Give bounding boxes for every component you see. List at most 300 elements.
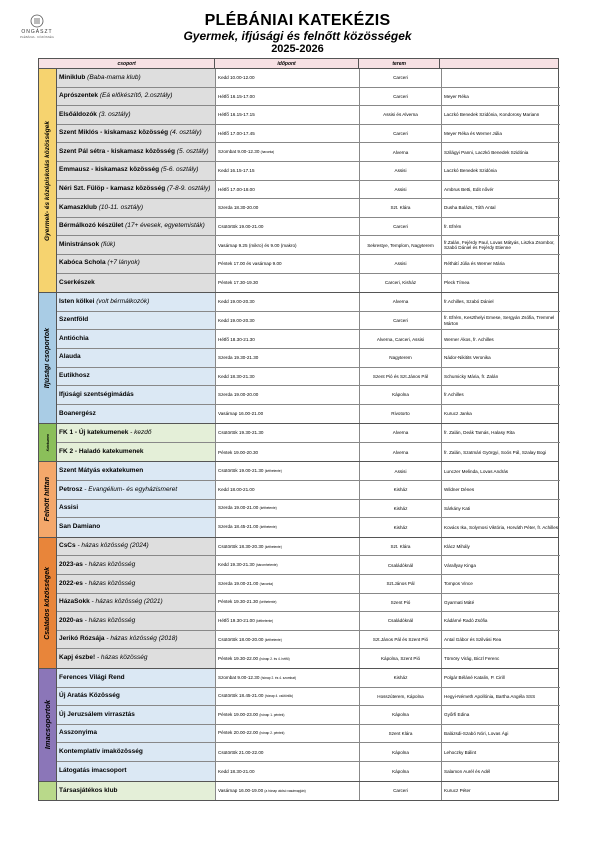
group-name: Isten kölkei — [59, 297, 95, 305]
table-row — [57, 762, 560, 781]
table-row — [57, 462, 560, 481]
group-name-cell — [57, 612, 216, 630]
table-row — [57, 330, 560, 349]
group-name: Kontemplatív imaközösség — [59, 747, 143, 755]
group-section — [38, 669, 559, 782]
time-text: Szerda 18.30-20.00 — [218, 205, 259, 211]
group-name-cell — [57, 88, 216, 106]
time-text: Szerda 18.45-21.00 — [218, 524, 259, 530]
leader-cell: fr. Efrém, Keszthelyi Emese, Sergyán Zsófia, Tremmel Márton — [444, 315, 555, 326]
leader-cell: Kádárné Radó Zsófia — [444, 618, 488, 624]
time-text: Csütörtök 18.30-20.30 — [218, 543, 264, 549]
room-cell: Assisi — [360, 255, 442, 273]
group-label — [39, 782, 57, 801]
logo-subtext: PLÉBÁNIA · KÖZÖSSÉG — [19, 35, 54, 39]
time-note: (kéthetente) — [259, 525, 277, 530]
room-cell: Családóknál — [360, 556, 442, 574]
time-text: Péntek 19.00-23.00 — [218, 711, 259, 717]
room-cell: Assisi — [360, 462, 442, 480]
table-header — [38, 58, 559, 69]
group-label — [39, 293, 57, 423]
table-row — [57, 218, 560, 237]
group-note: (volt bérmálkozók) — [96, 297, 150, 305]
leader-cell: Lehoczky Bálint — [444, 749, 477, 755]
leader-cell: Gyarmati Máté — [444, 599, 475, 605]
group-name-cell — [57, 368, 216, 386]
room-cell: Sekrestye, Templom, Nagyterem — [360, 236, 442, 254]
leader-cell: Schumicky Mária, fr. Zalán — [444, 373, 499, 379]
table-row — [57, 312, 560, 331]
room-cell: Carceri, Kisház — [360, 274, 442, 293]
leader-cell: Klácz Mihály — [444, 544, 470, 550]
group-name-cell — [57, 293, 216, 311]
room-cell: Szt. Klára — [360, 199, 442, 217]
time-text: Kedd 19.00-20.30 — [218, 317, 255, 323]
leader-cell: fr. Zalán, Szatmári Györgyi, Soós Pál, Szalay Bogi — [444, 449, 547, 455]
time-cell — [216, 181, 360, 199]
time-text: Péntek 19.00-20.30 — [218, 449, 259, 455]
leader-cell: Hegyi-Németh Apollónia, Bartha Angéla SSS — [444, 693, 536, 699]
group-name: Ifjúsági szentségimádás — [59, 390, 134, 398]
group-name: Cserkészek — [59, 278, 95, 286]
time-note: (kéthetente) — [259, 600, 277, 605]
time-text: Hétfő 17.00-18.00 — [218, 186, 255, 192]
room-cell: Szent Klára — [360, 725, 442, 743]
leader-cell: Kurucz Péter — [444, 788, 471, 794]
time-cell — [216, 405, 360, 424]
time-text: Szerda 19.30-21.30 — [218, 355, 259, 361]
leader-cell: Antal Gábor és Szilvási Rea — [444, 637, 502, 642]
group-name: Jerikó Rózsája — [59, 635, 105, 643]
group-note: - Evangélium- és egyházismeret — [84, 485, 178, 493]
time-cell — [216, 218, 360, 236]
table-row — [57, 199, 560, 218]
group-name-cell — [57, 424, 216, 442]
group-name: 2022-es — [59, 579, 83, 587]
group-section — [38, 69, 559, 293]
table-row — [57, 612, 560, 631]
room-cell: Kápolna — [360, 706, 442, 724]
group-note: (17+ évesek, egyetemisták) — [125, 222, 205, 230]
group-name: Assisi — [59, 504, 79, 512]
room-cell: Szent Pió — [360, 594, 442, 612]
schedule-table — [38, 58, 559, 801]
group-name-cell — [57, 312, 216, 330]
time-text: Hétfő 18.30-21.30 — [218, 336, 255, 342]
time-text: Péntek 17.00 és vasárnap 9.00 — [218, 261, 282, 267]
group-name: Ferences Világi Rend — [59, 673, 125, 681]
group-section — [38, 462, 559, 537]
time-note: (hónap 2. péntek) — [259, 731, 285, 736]
time-text: Csütörtök 18.00-20.00 — [218, 636, 264, 642]
group-name: Antióchia — [59, 334, 89, 342]
table-row — [57, 88, 560, 107]
group-name-cell — [57, 125, 216, 143]
leader-cell: fr. Efrém — [444, 223, 462, 229]
time-text: Csütörtök 18.45-21.00 — [218, 693, 264, 699]
group-name: 2020-as — [59, 616, 83, 624]
time-text: Kedd 19.30-21.30 — [218, 562, 255, 568]
table-row — [57, 556, 560, 575]
table-row — [57, 293, 560, 312]
time-note: (háromhetente) — [255, 563, 278, 568]
time-text: Vasárnap 16.00-19.00 — [218, 787, 264, 793]
room-cell: Carceri — [360, 69, 442, 87]
time-cell — [216, 594, 360, 612]
group-name-cell — [57, 725, 216, 743]
group-note: - házas közösség (2024) — [77, 542, 149, 550]
group-section — [38, 538, 559, 669]
room-cell: Carceri — [360, 312, 442, 330]
group-name: Elsőáldozók — [59, 110, 97, 118]
room-cell: Kisház — [360, 481, 442, 499]
page-title: PLÉBÁNIAI KATEKÉZIS — [204, 12, 391, 29]
time-cell — [216, 255, 360, 273]
time-text: Szerda 19.00-20.00 — [218, 392, 259, 398]
school-year: 2025-2026 — [271, 43, 324, 55]
room-cell: Carceri — [360, 782, 442, 801]
group-name-cell — [57, 481, 216, 499]
room-cell: Szt.János Pál és Szent Pió — [360, 631, 442, 649]
group-label — [39, 424, 57, 461]
group-label — [39, 462, 57, 536]
time-cell — [216, 106, 360, 124]
page-subtitle: Gyermek, ifjúsági és felnőtt közösségek — [183, 29, 412, 43]
time-cell — [216, 69, 360, 87]
time-text: Szerda 19.00-21.00 — [218, 580, 259, 586]
group-name-cell — [57, 518, 216, 537]
time-text: Hétfő 19.30-21.00 — [218, 617, 255, 623]
table-row — [57, 69, 560, 88]
room-cell: Szent Pió és Szt.János Pál — [360, 368, 442, 386]
table-row — [57, 631, 560, 650]
group-name: Társasjátékos klub — [59, 786, 118, 794]
group-name-cell — [57, 782, 216, 801]
leader-cell: Salamon Aurél és Adél — [444, 768, 491, 774]
groups-container — [38, 69, 559, 801]
time-note: (hónap 2. és 4. szombat) — [260, 675, 296, 680]
group-name-cell — [57, 575, 216, 593]
group-name-cell — [57, 538, 216, 556]
group-name-cell — [57, 556, 216, 574]
time-note: (a hónap utolsó vasárnapján) — [264, 788, 306, 793]
time-cell — [216, 518, 360, 537]
time-note: (kéthetente) — [264, 544, 282, 549]
time-note: (havonta) — [259, 581, 274, 586]
table-row — [57, 125, 560, 144]
group-name: Ministránsok — [59, 240, 100, 248]
time-cell — [216, 349, 360, 367]
time-text: Péntek 20.00-22.00 — [218, 730, 259, 736]
group-name-cell — [57, 462, 216, 480]
group-note: - házas közösség — [84, 560, 136, 568]
time-cell — [216, 368, 360, 386]
leader-cell: Laczkó Benedek Szidónia — [444, 168, 497, 174]
room-cell: Szt. Klára — [360, 538, 442, 556]
time-text: Kedd 10.00-12.00 — [218, 75, 255, 81]
time-text: Vasárnap 9.25 (mikro) és 9.00 (makro) — [218, 242, 297, 248]
table-row — [57, 538, 560, 557]
time-cell — [216, 462, 360, 480]
time-cell — [216, 88, 360, 106]
table-row — [57, 162, 560, 181]
room-cell: Carceri — [360, 88, 442, 106]
time-note: (hónap 2. és 4. hétfő) — [259, 656, 290, 661]
table-row — [57, 688, 560, 707]
group-section — [38, 782, 559, 802]
leader-cell: Kurucz Janka — [444, 411, 472, 417]
group-name-cell — [57, 162, 216, 180]
room-cell: Kisház — [360, 500, 442, 518]
table-row — [57, 649, 560, 668]
group-name: Boanergész — [59, 409, 96, 417]
group-name-cell — [57, 443, 216, 462]
time-cell — [216, 782, 360, 801]
time-cell — [216, 706, 360, 724]
column-header-time: időpont — [215, 59, 358, 68]
room-cell: Kisház — [360, 669, 442, 687]
group-label-text: Felnőtt hittan — [44, 477, 51, 522]
group-name: Bérmálkozó készület — [59, 222, 124, 230]
table-row — [57, 181, 560, 200]
group-section — [38, 424, 559, 462]
leader-cell: Laczkó Benedek Szidónia, Kondorosy Mariann — [444, 112, 540, 118]
table-row — [57, 518, 560, 537]
group-name-cell — [57, 631, 216, 649]
leader-cell: Lunczer Melinda, Lovas András — [444, 468, 509, 474]
room-cell: Alverna — [360, 443, 442, 462]
group-note: (5. osztály) — [176, 147, 209, 155]
group-name-cell — [57, 199, 216, 217]
time-text: Csütörtök 19.00-21.00 — [218, 223, 264, 229]
group-name: Szent Pál sétra - kiskamasz közösség — [59, 147, 175, 155]
time-cell — [216, 669, 360, 687]
leader-cell: Balázsdi-Szabó Nóri, Lovas Ági — [444, 730, 509, 736]
leader-cell: Nádor-Nikitits Veronika — [444, 355, 491, 361]
time-cell — [216, 386, 360, 404]
group-name-cell — [57, 274, 216, 293]
room-cell: Kisház — [360, 518, 442, 537]
group-name-cell — [57, 236, 216, 254]
room-cell: Kápolna — [360, 386, 442, 404]
time-text: Csütörtök 19.30-21.30 — [218, 430, 264, 436]
group-note: (Baba-mama klub) — [87, 73, 141, 81]
time-text: Szombat 9.00-12.30 — [218, 674, 260, 680]
leader-cell: fr.Achilles — [444, 392, 464, 398]
group-name-cell — [57, 743, 216, 761]
group-label-text: Katekumen — [45, 434, 50, 452]
time-cell — [216, 162, 360, 180]
table-row — [57, 594, 560, 613]
group-name: Kamaszklub — [59, 203, 97, 211]
time-text: Kedd 18.30-21.30 — [218, 373, 255, 379]
group-name-cell — [57, 386, 216, 404]
time-text: Kedd 19.00-20.30 — [218, 299, 255, 305]
group-name-cell — [57, 706, 216, 724]
time-note: (hónap 1. péntek) — [259, 712, 285, 717]
group-name-cell — [57, 405, 216, 424]
room-cell: Hosszúterem, Kápolna — [360, 688, 442, 706]
time-cell — [216, 500, 360, 518]
group-name: Látogatás imacsoport — [59, 766, 127, 774]
leader-cell: Réthátí Júlia és Werner Mária — [444, 261, 505, 267]
table-row — [57, 236, 560, 255]
group-name: San Damiano — [59, 523, 101, 531]
group-name-cell — [57, 218, 216, 236]
room-cell: Assisi — [360, 181, 442, 199]
group-note: (5-6. osztály) — [160, 166, 199, 174]
time-text: Vasárnap 16.00-21.00 — [218, 411, 264, 417]
time-cell — [216, 330, 360, 348]
group-name: Emmausz - kiskamasz közösség — [59, 166, 160, 174]
group-name: Kapj észbe! — [59, 654, 96, 662]
room-cell: Alverna — [360, 143, 442, 161]
time-cell — [216, 424, 360, 442]
time-text: Péntek 19.30-22.00 — [218, 655, 259, 661]
leader-cell: Dusha Balázs, Tóth Antal — [444, 205, 496, 211]
group-name: Alauda — [59, 353, 81, 361]
group-note: - házas közösség (2021) — [91, 598, 163, 606]
group-name-cell — [57, 669, 216, 687]
column-header-group: csoport — [39, 59, 215, 68]
group-name: Néri Szt. Fülöp - kamasz közösség — [59, 185, 166, 193]
leader-cell: Tompos Vince — [444, 581, 473, 587]
group-name-cell — [57, 594, 216, 612]
room-cell: Kápolna — [360, 762, 442, 781]
table-row — [57, 481, 560, 500]
table-row — [57, 725, 560, 744]
group-note: (3. osztály) — [98, 110, 131, 118]
time-note: (havonta) — [260, 150, 275, 155]
group-name: Miniklub — [59, 73, 86, 81]
time-cell — [216, 236, 360, 254]
group-name-cell — [57, 143, 216, 161]
time-cell — [216, 725, 360, 743]
table-row — [57, 424, 560, 443]
group-label — [39, 538, 57, 668]
time-note: (kéthetente) — [264, 469, 282, 474]
room-cell: Kápolna, Szent Pió — [360, 649, 442, 668]
time-cell — [216, 312, 360, 330]
group-note: (10-11. osztály) — [98, 203, 144, 211]
table-row — [57, 143, 560, 162]
time-cell — [216, 143, 360, 161]
group-name: Aprószentek — [59, 92, 99, 100]
time-cell — [216, 649, 360, 668]
table-row — [57, 706, 560, 725]
leader-cell: Szilágyi Panni, Laczkó Benedek Szidónia — [444, 149, 529, 155]
time-cell — [216, 125, 360, 143]
leader-cell: fr.Zalán, Fejérdy Paul, Lovas Mátyás, Liszka Zsombor, Szabó Dániel és Fejérdy Etienne — [444, 239, 555, 251]
time-cell — [216, 274, 360, 293]
group-name: Szent Mátyás exkatekumen — [59, 466, 144, 474]
group-name: Szent Miklós - kiskamasz közösség — [59, 129, 169, 137]
time-note: (hónap 4. csütörtök) — [264, 694, 294, 699]
leader-cell: Polgár Béláné Katalin, P. Cirill — [444, 675, 505, 681]
leader-cell: Kovács Ika, Solymosi Viktória, Horváth Péter, fr. Achilles — [444, 524, 559, 530]
room-cell: Alverna — [360, 293, 442, 311]
table-row — [57, 255, 560, 274]
group-name: FK 1 - Új katekumenek — [59, 428, 129, 436]
group-name-cell — [57, 255, 216, 273]
time-text: Péntek 17.30-19.30 — [218, 280, 259, 286]
table-row — [57, 743, 560, 762]
group-label-text: Ifjúsági csoportok — [44, 328, 51, 389]
group-note: (fiúk) — [100, 240, 116, 248]
room-cell: Családóknál — [360, 612, 442, 630]
room-cell: Assisi — [360, 162, 442, 180]
group-note: (Eá előkészítő, 2.osztály) — [99, 92, 173, 100]
room-cell: Assisi és Alverna — [360, 106, 442, 124]
time-note: (kéthetente) — [256, 618, 274, 623]
time-cell — [216, 481, 360, 499]
time-cell — [216, 575, 360, 593]
time-cell — [216, 631, 360, 649]
logo-text: ONGÁSZT — [21, 29, 53, 35]
group-name-cell — [57, 762, 216, 781]
group-note: - házas közösség (2018) — [106, 635, 178, 643]
time-cell — [216, 688, 360, 706]
group-name: 2023-as — [59, 560, 83, 568]
group-label-text: Családos közösségek — [44, 566, 51, 640]
time-note: (kéthetente) — [264, 637, 282, 642]
room-cell: Carceri — [360, 218, 442, 236]
group-note: - házas közösség — [84, 579, 136, 587]
table-row — [57, 386, 560, 405]
table-row — [57, 405, 560, 424]
time-cell — [216, 538, 360, 556]
group-name: Eutikhosz — [59, 372, 90, 379]
group-name-cell — [57, 649, 216, 668]
column-header-room: terem — [359, 59, 441, 68]
group-name: CsCs — [59, 542, 76, 550]
group-label-text: Imacsoportok — [43, 700, 52, 750]
time-text: Szombat 9.00-12.30 — [218, 149, 260, 155]
time-cell — [216, 743, 360, 761]
time-text: Hétfő 16.15-17.00 — [218, 93, 255, 99]
column-header-leader — [440, 59, 558, 68]
time-cell — [216, 199, 360, 217]
group-name-cell — [57, 500, 216, 518]
room-cell: Kápolna — [360, 743, 442, 761]
table-row — [57, 349, 560, 368]
group-name-cell — [57, 349, 216, 367]
leader-cell: Várallyay Kinga — [444, 562, 476, 568]
room-cell: Szt.János Pál — [360, 575, 442, 593]
group-note: - házas közösség — [96, 654, 148, 662]
time-text: Kedd 18.00-21.00 — [218, 487, 255, 493]
leader-cell — [442, 69, 560, 87]
time-text: Szerda 19.00-21.00 — [218, 505, 259, 511]
group-label — [39, 669, 57, 781]
table-row — [57, 106, 560, 125]
room-cell: Alverna, Carceri, Assisi — [360, 330, 442, 348]
group-name: HázaSokk — [59, 598, 90, 606]
leader-cell: Ambrus Betti, Edit nővér — [444, 186, 494, 192]
time-text: Kedd 18.30-21.00 — [218, 768, 255, 774]
table-row — [57, 782, 560, 801]
group-name: Asszonyima — [59, 729, 97, 737]
time-note: (kéthetente) — [259, 506, 277, 511]
group-name-cell — [57, 330, 216, 348]
table-row — [57, 669, 560, 688]
group-name-cell — [57, 688, 216, 706]
time-text: Csütörtök 19.00-21.30 — [218, 468, 264, 474]
group-label-text: Gyermek- és középiskolás közösségek — [44, 120, 51, 241]
group-note: (7-8-9. osztály) — [167, 185, 211, 193]
room-cell: Carceri — [360, 125, 442, 143]
table-row — [57, 500, 560, 519]
